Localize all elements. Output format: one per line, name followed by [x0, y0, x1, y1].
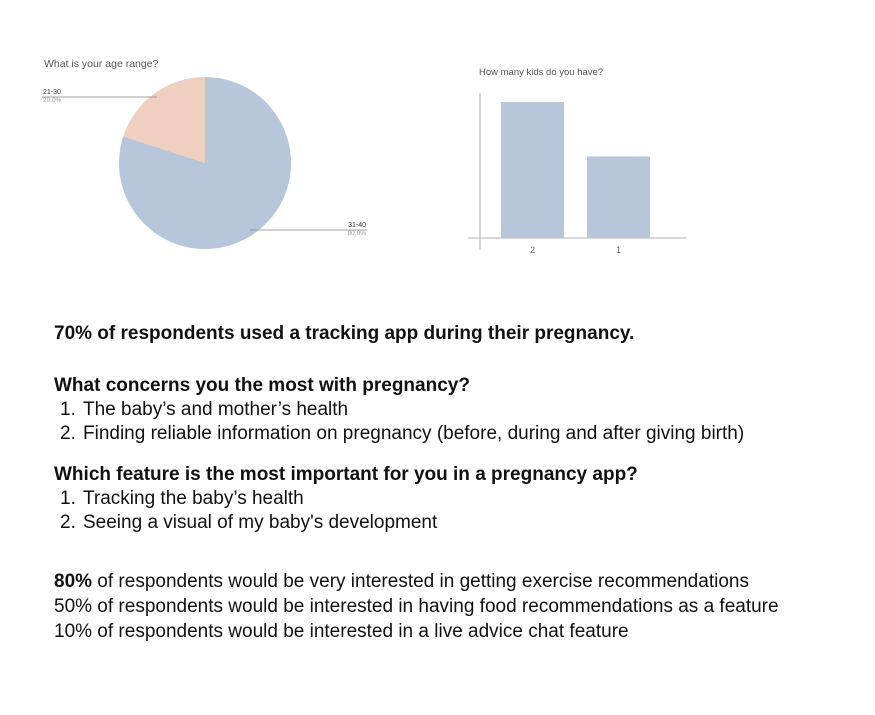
exercise-text: of respondents would be very interested in getting exercise recommendations [92, 571, 749, 592]
list-text: The baby’s and mother’s health [83, 399, 349, 420]
tracking-app-stat: 70% of respondents used a tracking app during their pregnancy. [54, 323, 635, 344]
features-list [54, 487, 844, 535]
pie-percent-31-40: 80.0% [347, 230, 366, 237]
list-text: Seeing a visual of my baby's development [83, 512, 438, 533]
list-item [54, 487, 844, 511]
concerns-list [54, 398, 844, 446]
x-tick-label-1: 1 [615, 245, 622, 255]
pie-label-31-40: 31-40 [348, 222, 366, 229]
x-tick-label-2: 2 [529, 245, 536, 255]
list-item [54, 511, 844, 535]
list-number: 1. [60, 399, 76, 420]
list-number: 2. [60, 423, 76, 444]
bar-1 [587, 156, 650, 238]
list-text: Finding reliable information on pregnancy (before, during and after giving birth) [83, 423, 745, 444]
bar-chart-title: How many kids do you have? [479, 67, 604, 78]
pie-label-21-30: 21-30 [43, 89, 61, 96]
list-number: 2. [60, 512, 76, 533]
list-item [54, 422, 844, 446]
exercise-pct: 80% [54, 571, 93, 592]
concerns-question: What concerns you the most with pregnancy? [54, 375, 470, 396]
list-number: 1. [60, 488, 76, 509]
list-text: Tracking the baby’s health [83, 488, 304, 509]
tracking-stat-block [54, 321, 844, 346]
concerns-section [54, 373, 844, 446]
features-question: Which feature is the most important for you in a pregnancy app? [54, 464, 638, 485]
list-item [54, 398, 844, 422]
chat-stat: 10% of respondents would be interested in a live advice chat feature [54, 621, 629, 642]
pie-chart [30, 70, 375, 260]
bar-2 [501, 102, 564, 238]
features-section [54, 462, 844, 535]
exercise-stat [54, 569, 834, 594]
pie-chart-title: What is your age range? [44, 58, 159, 70]
interest-section [54, 569, 834, 644]
pie-percent-21-30: 20.0% [43, 97, 62, 104]
food-stat: 50% of respondents would be interested in having food recommendations as a feature [54, 596, 779, 617]
bar-chart [458, 85, 693, 260]
